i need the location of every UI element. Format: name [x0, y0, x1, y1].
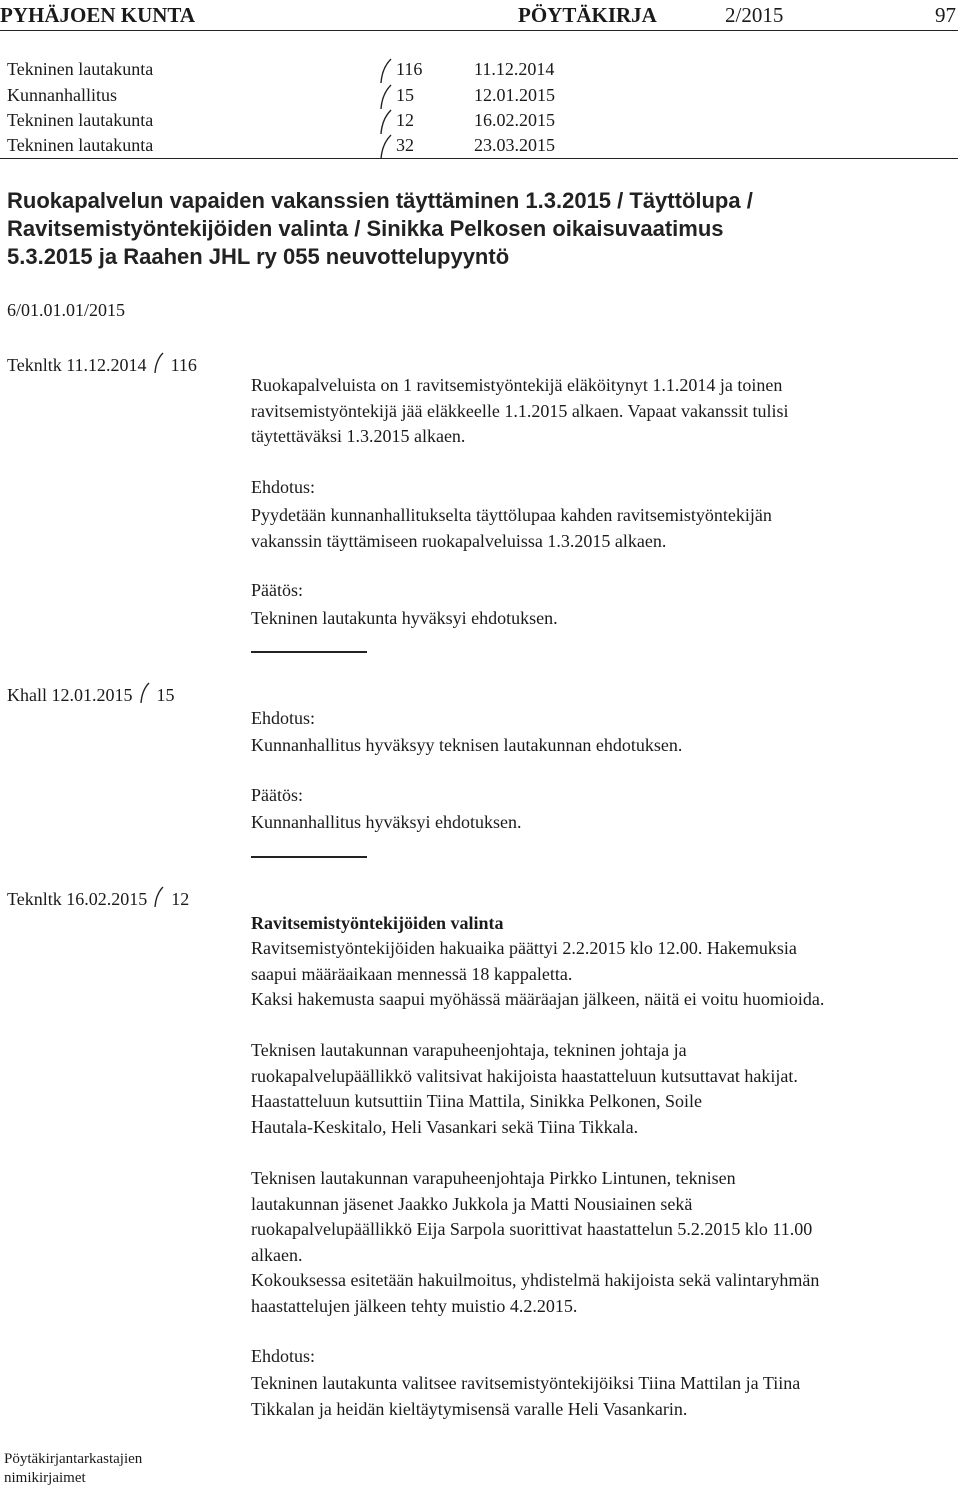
block3-proposal — [251, 1371, 800, 1422]
footer-line: Pöytäkirjantarkastajien — [4, 1451, 143, 1467]
history-section: 32 — [396, 135, 414, 155]
proposal-label: Ehdotus: — [251, 1346, 316, 1366]
title-line: Ruokapalvelun vapaiden vakanssien täyttäminen 1.3.2015 / Täyttölupa / — [7, 188, 753, 213]
proposal-label: Ehdotus: — [251, 708, 316, 728]
reference-text: Khall 12.01.2015 — [7, 685, 133, 705]
text-line: Hautala-Keskitalo, Heli Vasankari sekä Tiina Tikkala. — [251, 1116, 639, 1137]
block3-heading: Ravitsemistyöntekijöiden valinta — [251, 913, 504, 933]
history-section: 116 — [396, 59, 423, 79]
text-line: saapui määräaikaan mennessä 18 kappaletta. — [251, 963, 573, 984]
text-line: Tekninen lautakunta valitsee ravitsemistyöntekijöiksi Tiina Mattilan ja Tiina — [251, 1373, 801, 1393]
text-line: Teknisen lautakunnan varapuheenjohtaja Pirkko Lintunen, teknisen — [251, 1168, 736, 1188]
history-date: 12.01.2015 — [474, 85, 555, 105]
text-line: ruokapalvelupäällikkö valitsivat hakijoista haastatteluun kutsuttavat hakijat. — [251, 1065, 798, 1086]
text-line: Teknisen lautakunnan varapuheenjohtaja, tekninen johtaja ja — [251, 1040, 687, 1060]
decision-rule — [251, 651, 367, 653]
reference-section: 12 — [171, 889, 190, 909]
block3-paragraph-3 — [251, 1166, 819, 1319]
history-section: 15 — [396, 85, 414, 105]
header-rule — [0, 30, 958, 31]
text-line: haastattelujen jälkeen tehty muistio 4.2.2015. — [251, 1295, 578, 1316]
title-line: 5.3.2015 ja Raahen JHL ry 055 neuvottelupyyntö — [7, 244, 510, 269]
history-date: 16.02.2015 — [474, 110, 555, 130]
text-line: Haastatteluun kutsuttiin Tiina Mattila, Sinikka Pelkonen, Soile — [251, 1091, 702, 1111]
reference-text: Teknltk 16.02.2015 — [7, 889, 148, 909]
history-date: 23.03.2015 — [474, 135, 555, 155]
text-line: lautakunnan jäsenet Jaakko Jukkola ja Matti Nousiainen sekä — [251, 1193, 693, 1214]
footer-line: nimikirjaimet — [4, 1470, 86, 1486]
history-body: Tekninen lautakunta — [7, 59, 154, 79]
block2-decision: Kunnanhallitus hyväksyi ehdotuksen. — [251, 812, 522, 832]
history-body: Kunnanhallitus — [7, 85, 117, 105]
history-rule — [0, 158, 958, 159]
text-line: Tikkalan ja heidän kieltäytymisensä varalle Heli Vasankarin. — [251, 1398, 688, 1419]
reference-section: 15 — [156, 685, 175, 705]
text-line: alkaen. — [251, 1244, 303, 1265]
block1-proposal — [251, 503, 772, 554]
text-line: täytettäväksi 1.3.2015 alkaen. — [251, 426, 466, 446]
history-body: Tekninen lautakunta — [7, 110, 154, 130]
page-number: 97 — [935, 3, 956, 27]
section-sign-icon — [153, 886, 165, 915]
history-body: Tekninen lautakunta — [7, 135, 154, 155]
history-date: 11.12.2014 — [474, 59, 555, 79]
block1-reference — [7, 352, 197, 381]
text-line: vakanssin täyttämiseen ruokapalveluissa 1.3.2015 alkaen. — [251, 530, 667, 551]
text-line: ruokapalvelupäällikkö Eija Sarpola suorittivat haastattelun 5.2.2015 klo 11.00 — [251, 1219, 813, 1239]
block1-intro — [251, 373, 789, 450]
text-line: Ruokapalveluista on 1 ravitsemistyöntekijä eläköitynyt 1.1.2014 ja toinen — [251, 375, 783, 395]
text-line: Ravitsemistyöntekijöiden hakuaika päättyi 2.2.2015 klo 12.00. Hakemuksia — [251, 938, 797, 958]
document-number: 2/2015 — [725, 3, 784, 27]
decision-label: Päätös: — [251, 785, 303, 805]
decision-label: Päätös: — [251, 580, 303, 600]
footer-initials — [4, 1450, 142, 1488]
text-line: Pyydetään kunnanhallitukselta täyttölupaa kahden ravitsemistyöntekijän — [251, 505, 772, 525]
block2-proposal: Kunnanhallitus hyväksyy teknisen lautakunnan ehdotuksen. — [251, 735, 683, 755]
file-number: 6/01.01.01/2015 — [7, 300, 126, 320]
title-line: Ravitsemistyöntekijöiden valinta / Sinikka Pelkosen oikaisuvaatimus — [7, 216, 724, 241]
document-type: PÖYTÄKIRJA — [518, 3, 657, 27]
block3-paragraph-1 — [251, 936, 824, 1013]
municipality-name: PYHÄJOEN KUNTA — [0, 3, 196, 27]
proposal-label: Ehdotus: — [251, 477, 316, 497]
reference-text: Teknltk 11.12.2014 — [7, 355, 147, 375]
text-line: ravitsemistyöntekijä jää eläkkeelle 1.1.2015 alkaen. Vapaat vakanssit tulisi — [251, 400, 789, 421]
block2-reference — [7, 682, 175, 711]
block1-decision: Tekninen lautakunta hyväksyi ehdotuksen. — [251, 608, 558, 628]
section-sign-icon — [139, 682, 151, 711]
section-sign-icon — [153, 352, 165, 381]
block3-paragraph-2 — [251, 1038, 798, 1140]
reference-section: 116 — [170, 355, 197, 375]
decision-rule — [251, 856, 367, 858]
block3-reference — [7, 886, 189, 915]
text-line: Kokouksessa esitetään hakuilmoitus, yhdistelmä hakijoista sekä valintaryhmän — [251, 1270, 820, 1290]
text-line: Kaksi hakemusta saapui myöhässä määräajan jälkeen, näitä ei voitu huomioida. — [251, 989, 825, 1009]
history-section: 12 — [396, 110, 414, 130]
section-sign-icon — [378, 134, 394, 165]
